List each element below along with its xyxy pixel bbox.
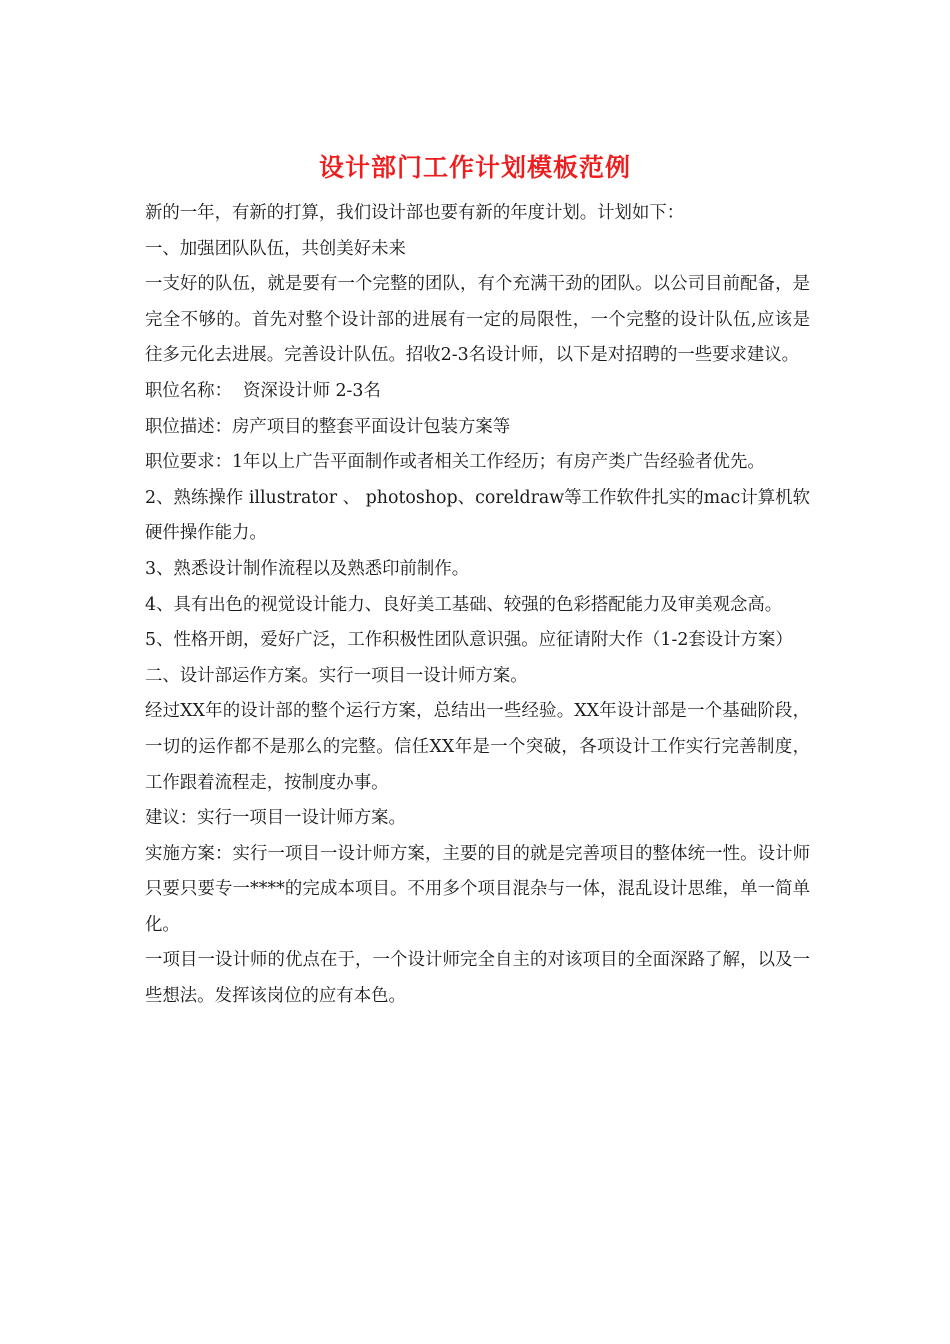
paragraph: 一支好的队伍，就是要有一个完整的团队，有个充满干劲的团队。以公司目前配备，是完全不够的。首先对整个设计部的进展有一定的局限性，一个完整的设计队伍,应该是往多元化去进展。完善设计队伍。招收2-3名设计师，以下是对招聘的一些要求建议。: [145, 274, 810, 366]
paragraph-intro: 新的一年，有新的打算，我们设计部也要有新的年度计划。计划如下：: [145, 203, 685, 223]
document-body: [145, 196, 810, 1015]
section-heading-1: 一、加强团队队伍，共创美好未来: [145, 238, 406, 259]
implementation-paragraph: 实施方案：实行一项目一设计师方案，主要的目的就是完善项目的整体统一性。设计师只要只要专一****的完成本项目。不用多个项目混杂与一体，混乱设计思维，单一简单化。: [145, 843, 810, 935]
requirement-item-2: 2、熟练操作 illustrator 、 photoshop、coreldraw等工作软件扎实的mac计算机软硬件操作能力。: [145, 487, 810, 544]
paragraph: 经过XX年的设计部的整个运行方案，总结出一些经验。XX年设计部是一个基础阶段，一切的运作都不是那么的完整。信任XX年是一个突破，各项设计工作实行完善制度，工作跟着流程走，按制度办事。: [145, 701, 810, 793]
job-description-line: 职位描述：房产项目的整套平面设计包装方案等: [145, 416, 511, 437]
requirement-item-4: 4、具有出色的视觉设计能力、良好美工基础、较强的色彩搭配能力及审美观念高。: [145, 594, 783, 615]
job-title-line: 职位名称： 资深设计师 2-3名: [145, 380, 381, 401]
requirement-item-3: 3、熟悉设计制作流程以及熟悉印前制作。: [145, 558, 470, 579]
document-title: 设计部门工作计划模板范例: [318, 153, 631, 182]
section-heading-2: 二、设计部运作方案。实行一项目一设计师方案。: [145, 665, 528, 686]
requirement-item-5: 5、性格开朗，爱好广泛，工作积极性团队意识强。应征请附大作（1-2套设计方案）: [145, 630, 793, 651]
advantage-paragraph: 一项目一设计师的优点在于，一个设计师完全自主的对该项目的全面深路了解，以及一些想法。发挥该岗位的应有本色。: [145, 950, 810, 1007]
job-requirement-line: 职位要求：1年以上广告平面制作或者相关工作经历；有房产类广告经验者优先。: [145, 452, 765, 473]
suggestion-line: 建议：实行一项目一设计师方案。: [145, 808, 406, 829]
